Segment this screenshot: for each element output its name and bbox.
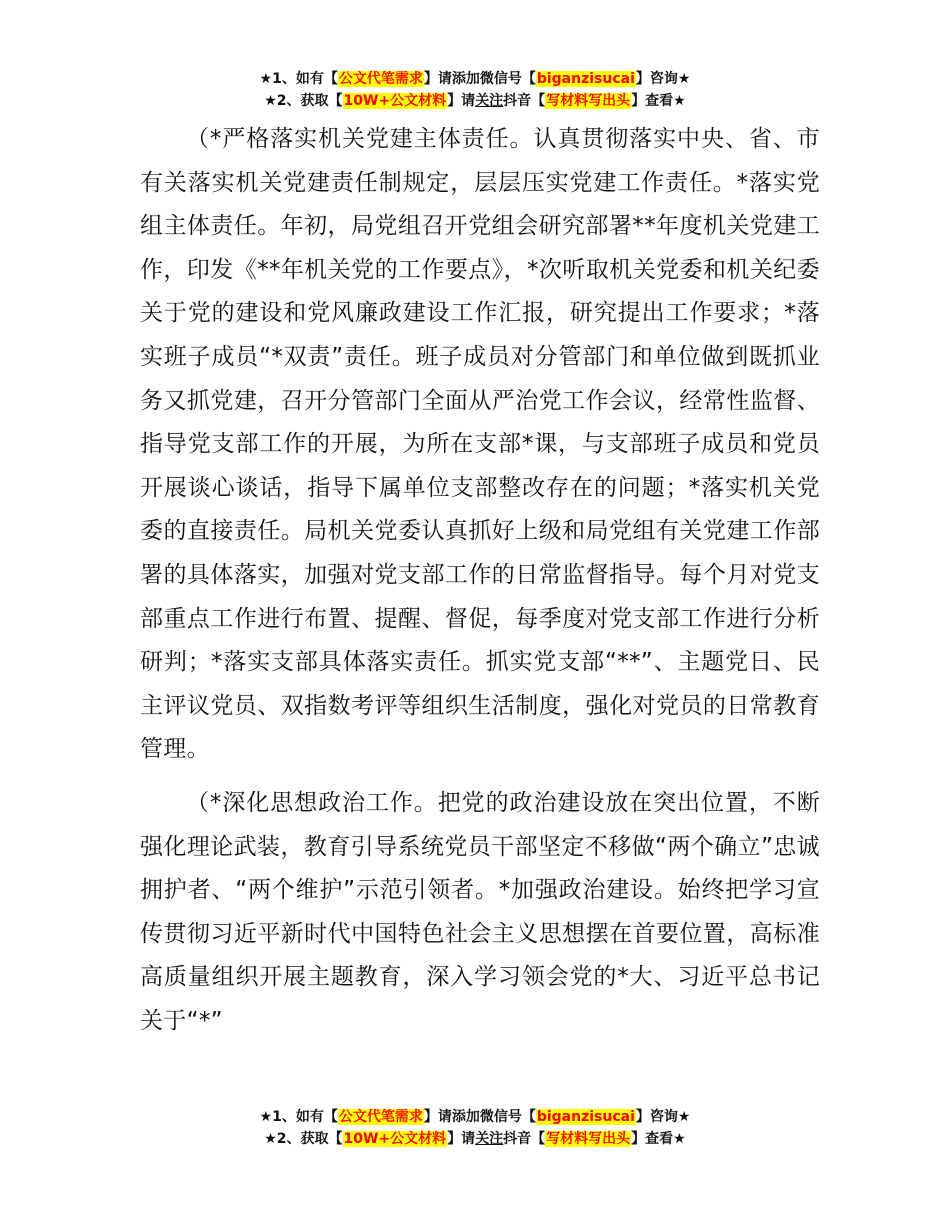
banner-line-2 <box>0 90 950 112</box>
banner-text: 抖音【 <box>503 93 546 109</box>
banner-text: 】咨询★ <box>635 71 691 87</box>
footer-banner <box>0 1106 950 1150</box>
banner-text: 抖音【 <box>503 1131 546 1147</box>
document-body <box>140 118 820 1043</box>
banner-line-1 <box>0 1106 950 1128</box>
banner-text: ★2、获取【 <box>264 1131 343 1147</box>
paragraph: （*深化思想政治工作。把党的政治建设放在突出位置，不断强化理论武装，教育引导系统党员干部坚定不移做“两个确立”忠诚拥护者、“两个维护”示范引领者。*加强政治建设。始终把学习宣传贯彻习近平新时代中国特色社会主义思想摆在首要位置，高标准高质量组织开展主题教育，深入学习领会党的*大、习近平总书记关于“*” <box>140 789 820 1034</box>
banner-text: 】请 <box>447 1131 476 1147</box>
paragraph: （*严格落实机关党建主体责任。认真贯彻落实中央、省、市有关落实机关党建责任制规定，层层压实党建工作责任。*落实党组主体责任。年初，局党组召开党组会研究部署**年度机关党建工作，印发《**年机关党的工作要点》，*次听取机关党委和机关纪委关于党的建设和党风廉政建设工作汇报，研究提出工作要求；*落实班子成员“*双责”责任。班子成员对分管部门和单位做到既抓业务又抓党建，召开分管部门全面从严治党工作会议，经常性监督、指导党支部工作的开展，为所在支部*课，与支部班子成员和党员开展谈心谈话，指导下属单位支部整改存在的问题；*落实机关党委的直接责任。局机关党委认真抓好上级和局党组有关党建工作部署的具体落实，加强对党支部工作的日常监督指导。每个月对党支部重点工作进行布置、提醒、督促，每季度对党支部工作进行分析研判；*落实支部具体落实责任。抓实党支部“**”、主题党日、民主评议党员、双指数考评等组织生活制度，强化对党员的日常教育管理。 <box>140 126 820 763</box>
header-banner <box>0 68 950 112</box>
highlight-text: 公文代笔需求 <box>338 1109 423 1125</box>
highlight-wechat-id: biganzisucai <box>536 71 635 87</box>
banner-line-2 <box>0 1128 950 1150</box>
highlight-text: 写材料写出头 <box>546 1131 631 1147</box>
highlight-text: 公文代笔需求 <box>338 71 423 87</box>
highlight-text: 10W+公文材料 <box>343 93 447 109</box>
highlight-text: 10W+公文材料 <box>343 1131 447 1147</box>
highlight-text: 写材料写出头 <box>546 93 631 109</box>
banner-text: ★2、获取【 <box>264 93 343 109</box>
banner-text: 】请添加微信号【 <box>423 1109 536 1125</box>
banner-line-1 <box>0 68 950 90</box>
banner-text: ★1、如有【 <box>259 71 338 87</box>
banner-text: 】请 <box>447 93 476 109</box>
underlined-text: 关注 <box>475 1131 504 1147</box>
highlight-wechat-id: biganzisucai <box>536 1109 635 1125</box>
banner-text: 】请添加微信号【 <box>423 71 536 87</box>
underlined-text: 关注 <box>475 93 504 109</box>
banner-text: 】查看★ <box>631 93 686 109</box>
banner-text: ★1、如有【 <box>259 1109 338 1125</box>
banner-text: 】查看★ <box>631 1131 686 1147</box>
banner-text: 】咨询★ <box>635 1109 691 1125</box>
